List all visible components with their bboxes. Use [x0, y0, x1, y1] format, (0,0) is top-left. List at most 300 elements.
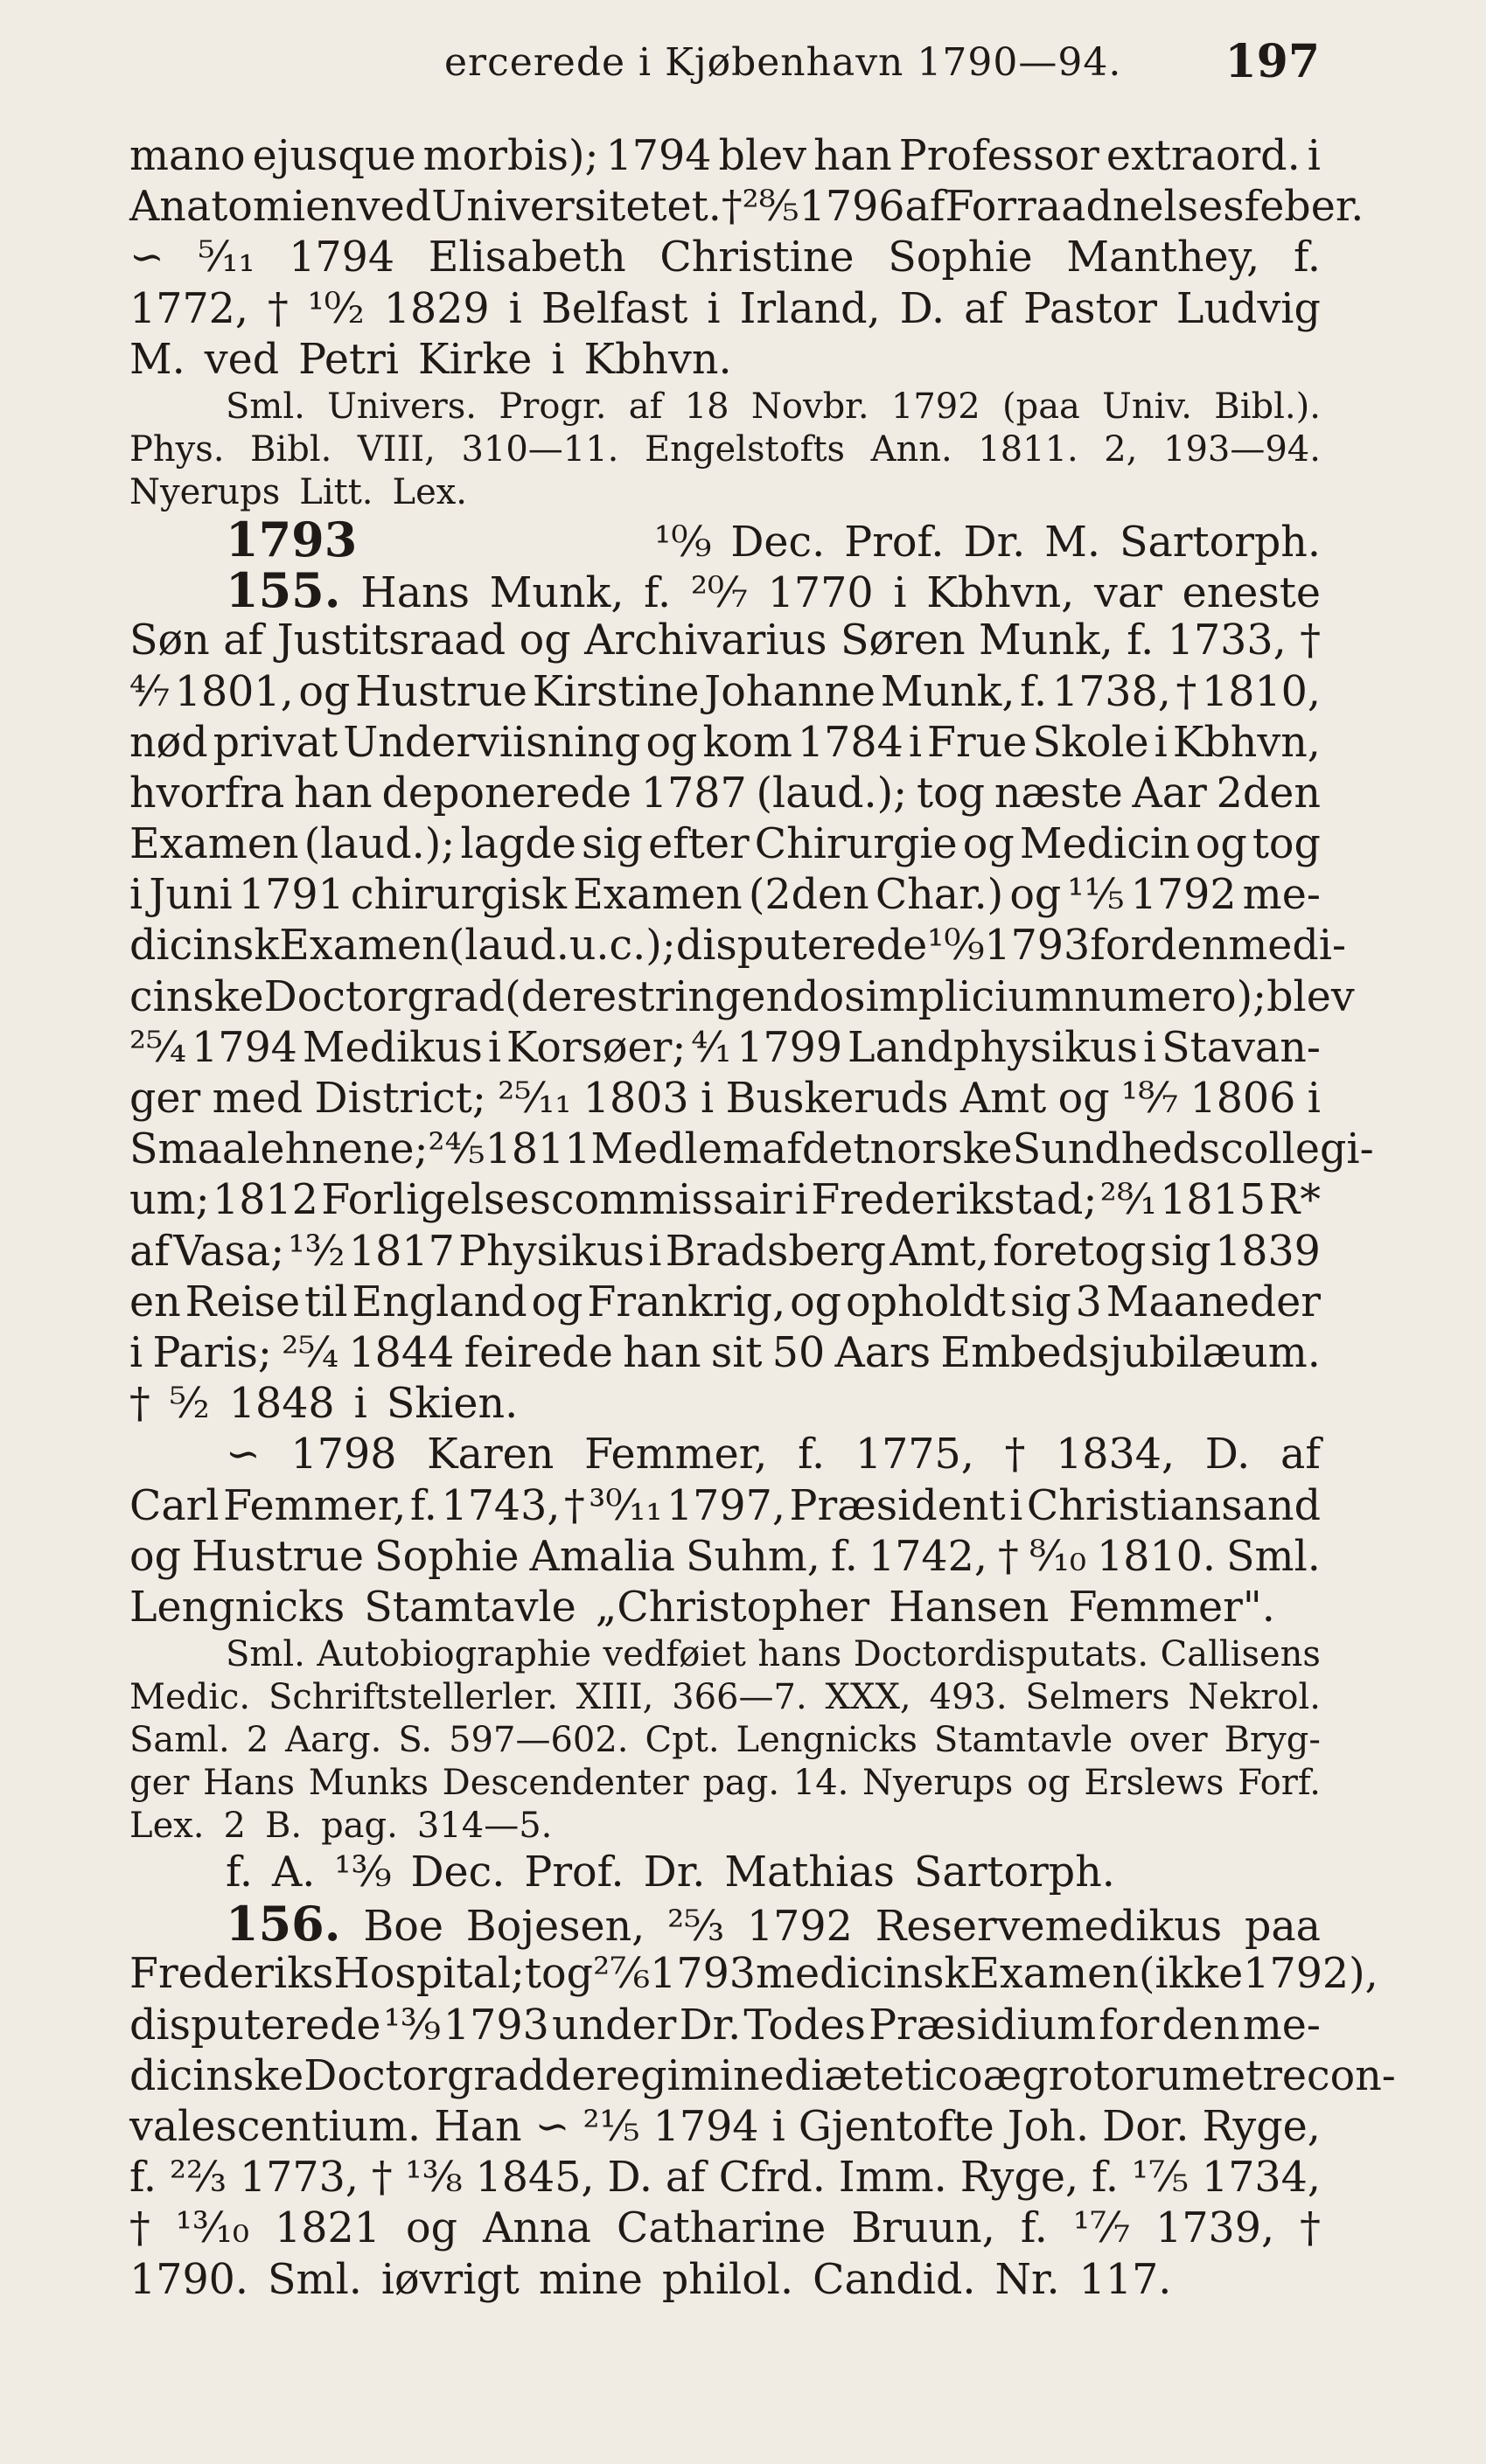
- word: Imm.: [838, 2154, 947, 2203]
- word: u.: [569, 922, 610, 971]
- word: Pastor: [1023, 284, 1157, 333]
- word: feirede: [464, 1328, 613, 1377]
- word: Schriftstellerler.: [268, 1677, 558, 1718]
- word: Femmer,: [223, 1481, 407, 1530]
- word: Saml.: [129, 1720, 230, 1761]
- word: ¹⁰⁄₂: [307, 284, 365, 333]
- word: Ann.: [870, 428, 952, 470]
- word: 2: [223, 1806, 246, 1847]
- word: 1812: [213, 1176, 318, 1225]
- word: ²⁵⁄₁₁: [498, 1075, 572, 1123]
- word: 1829: [383, 284, 490, 333]
- word: sig: [581, 820, 643, 869]
- word: Frederikstad;: [811, 1176, 1098, 1225]
- word: i: [701, 1075, 715, 1123]
- word: Præsident: [789, 1481, 1006, 1530]
- word: Justitsraad: [276, 616, 506, 665]
- word: Christine: [659, 233, 855, 282]
- word: sit: [710, 1328, 763, 1377]
- text-line: [129, 1719, 1321, 1762]
- text-line: [129, 562, 1321, 619]
- word: ¹³⁄₂: [288, 1227, 345, 1276]
- word: 1733,: [1167, 616, 1287, 665]
- word: Nyerups: [129, 471, 281, 512]
- word: †: [721, 183, 743, 232]
- word: i: [353, 1380, 367, 1429]
- word: Munk,: [979, 616, 1113, 665]
- word: ²⁵⁄₄: [282, 1328, 339, 1377]
- word: 2den: [1216, 769, 1321, 818]
- word: ²⁸⁄₅: [742, 183, 799, 232]
- word: Smaalehnene;: [129, 1125, 429, 1174]
- word: Reservemedikus: [875, 1903, 1223, 1952]
- word: Joh.: [1007, 2103, 1090, 2151]
- word: c.);: [609, 922, 676, 971]
- word: Stamtavle: [364, 1583, 576, 1632]
- word: S.: [398, 1720, 433, 1761]
- word: restringendo: [572, 972, 845, 1021]
- word: 1793: [650, 1950, 757, 1999]
- word: Embedsjubilæum.: [940, 1328, 1321, 1377]
- word: Femmer".: [1068, 1583, 1275, 1632]
- word: Sml.: [226, 386, 305, 427]
- word: Bradsberg: [665, 1227, 887, 1276]
- word: efter: [648, 820, 750, 869]
- word: hans: [757, 1634, 842, 1675]
- word: i: [1143, 1023, 1157, 1072]
- word: Doctorgrad: [263, 972, 506, 1021]
- word: B.: [264, 1806, 303, 1847]
- word: ²⁵⁄₄: [129, 1023, 187, 1072]
- word: valescentium.: [129, 2103, 422, 2151]
- word: 1775,: [855, 1430, 974, 1479]
- word: et: [1221, 2051, 1263, 2100]
- text-line: [129, 1481, 1321, 1532]
- word: ¹¹⁄₅: [1067, 871, 1125, 920]
- word: han: [294, 769, 373, 818]
- word: (laud.);: [756, 769, 908, 818]
- word: ved: [356, 183, 432, 232]
- word: Archivarius: [584, 616, 827, 665]
- text-line: [129, 182, 1364, 233]
- word: Forf.: [1238, 1763, 1321, 1804]
- text-line: [129, 1949, 1378, 2000]
- word: Dec.: [410, 1848, 506, 1897]
- text-line: [129, 1074, 1321, 1124]
- word: 50: [771, 1328, 826, 1377]
- text-line: [129, 1175, 1321, 1226]
- word: ²⁰⁄₇: [690, 569, 748, 618]
- word: ²⁸⁄₁: [1099, 1176, 1157, 1225]
- word: 310—11.: [461, 428, 619, 470]
- word: Dr.: [679, 2001, 742, 2050]
- word: i: [1154, 718, 1168, 767]
- word: 1791: [238, 871, 345, 920]
- word: Chirurgie: [754, 820, 958, 869]
- word: Petri: [298, 335, 400, 384]
- word: †: [998, 1532, 1019, 1581]
- word: ¹³⁄₁₀: [175, 2204, 249, 2253]
- text-line: [129, 972, 1355, 1023]
- word: (de: [505, 972, 573, 1021]
- word: og: [790, 1277, 842, 1326]
- word: me-: [1242, 871, 1321, 920]
- text-line: [129, 718, 1321, 769]
- word: 1794: [289, 233, 395, 282]
- word: Carl: [129, 1481, 220, 1530]
- word: 1839: [1215, 1227, 1321, 1276]
- entry-year: 1793: [226, 511, 358, 567]
- word: Gjentofte: [798, 2103, 994, 2151]
- text-line: [129, 2102, 1321, 2153]
- word: ⁴⁄₁: [691, 1023, 732, 1072]
- word: pag.: [321, 1806, 398, 1847]
- word: Selmers: [1025, 1677, 1170, 1718]
- word: 1772,: [129, 284, 248, 333]
- word: Hansen: [889, 1583, 1050, 1632]
- word: Nyerups: [862, 1763, 1014, 1804]
- text-line: [129, 428, 1321, 471]
- word: um;: [129, 1176, 210, 1225]
- word: Forraadnelsesfeber.: [945, 183, 1364, 232]
- text-line: [129, 1805, 1321, 1848]
- word: f.: [226, 1848, 253, 1897]
- text-line: [129, 2255, 1321, 2306]
- word: Korsøer;: [506, 1023, 687, 1072]
- word: D.: [607, 2154, 652, 2203]
- word: Descendenter: [442, 1763, 689, 1804]
- word: 1794: [192, 1023, 297, 1072]
- text-line: [129, 616, 1321, 666]
- word: R*: [1268, 1176, 1321, 1225]
- word: Anna: [483, 2204, 591, 2253]
- word: ⁵⁄₂: [169, 1380, 210, 1429]
- word: 1815: [1160, 1176, 1266, 1225]
- word: Munk,: [489, 569, 624, 618]
- word: f.: [644, 569, 672, 618]
- word: dicinsk: [129, 922, 280, 971]
- word: i: [487, 1023, 502, 1072]
- word: Elisabeth: [428, 233, 626, 282]
- word: morbis);: [422, 132, 599, 180]
- text-line: [129, 1896, 1321, 1952]
- word: ⁵⁄₁₁: [198, 233, 255, 282]
- word: Anatomien: [129, 183, 357, 232]
- word: f.: [1127, 616, 1155, 665]
- word: Phys.: [129, 428, 225, 470]
- word: ger: [129, 1763, 190, 1804]
- word: i: [794, 1176, 808, 1225]
- word: ger: [129, 1075, 201, 1123]
- word: Stamtavle: [933, 1720, 1113, 1761]
- word: Manthey,: [1066, 233, 1260, 282]
- word: (paa: [1001, 386, 1080, 427]
- word: mine: [538, 2255, 643, 2304]
- word: (ikke: [1138, 1950, 1244, 1999]
- word: ¹³⁄₈: [405, 2154, 463, 2203]
- word: Forligelsescommissair: [321, 1176, 792, 1225]
- word: Bojesen,: [465, 1903, 645, 1952]
- word: 1794: [652, 2103, 759, 2151]
- word: Lex.: [392, 471, 468, 512]
- continuation-paragraph: [129, 131, 1364, 386]
- word: Irland,: [739, 284, 881, 333]
- word: sig: [1149, 1227, 1211, 1276]
- entry-1793-text: [654, 518, 1321, 568]
- word: Frankrig,: [587, 1277, 786, 1326]
- word: 1790.: [129, 2255, 248, 2304]
- word: Præsidium: [869, 2001, 1097, 2050]
- word: †: [1300, 616, 1321, 665]
- entry-number: 155.: [226, 562, 341, 619]
- entry-number: 156.: [226, 1896, 341, 1952]
- word: diætetico: [784, 2051, 983, 2100]
- word: Callisens: [1160, 1634, 1321, 1675]
- word: XXX,: [825, 1677, 911, 1718]
- word: Munks: [308, 1763, 429, 1804]
- word: Univers.: [327, 386, 478, 427]
- word: Aars: [834, 1328, 931, 1377]
- word: ægrotorum: [982, 2051, 1221, 2100]
- word: (2den: [748, 871, 869, 920]
- word: Sml.: [267, 2255, 362, 2304]
- word: under: [551, 2001, 677, 2050]
- word: Novbr.: [750, 386, 869, 427]
- word: Frederiks: [129, 1950, 334, 1999]
- text-line: [129, 1633, 1321, 1676]
- word: †: [1300, 2204, 1321, 2253]
- word: vedføiet: [603, 1634, 746, 1675]
- word: Char.): [875, 871, 1004, 920]
- entry-fa-text: [226, 1848, 1115, 1898]
- word: det: [801, 1125, 870, 1174]
- text-line: [129, 1583, 1321, 1633]
- word: Juni: [149, 871, 233, 920]
- word: 1742,: [868, 1532, 987, 1581]
- word: 1792: [890, 386, 980, 427]
- word: i: [908, 718, 923, 767]
- word: 1845,: [475, 2154, 595, 2203]
- word: for: [1090, 922, 1151, 971]
- word: Dr.: [963, 518, 1026, 567]
- entry-fa-heading: [129, 1848, 1321, 1898]
- word: over: [1129, 1720, 1208, 1761]
- word: deponerede: [381, 769, 632, 818]
- word: iøvrigt: [380, 2255, 520, 2304]
- word: foretog: [993, 1227, 1147, 1276]
- word: Hans: [203, 1763, 296, 1804]
- word: og: [531, 1277, 583, 1326]
- word: 1743,: [441, 1481, 561, 1530]
- word: ²¹⁄₅: [583, 2103, 640, 2151]
- word: i: [129, 871, 143, 920]
- word: privat: [213, 718, 338, 767]
- word: af: [904, 183, 945, 232]
- word: hvorfra: [129, 769, 285, 818]
- word: den: [1150, 922, 1229, 971]
- word: (laud.);: [303, 820, 456, 869]
- word: af: [964, 284, 1005, 333]
- word: og: [405, 2204, 457, 2253]
- word: Kbhvn,: [1172, 718, 1321, 767]
- text-line: [129, 471, 1321, 514]
- word: 1811: [485, 1125, 591, 1174]
- word: A.: [272, 1848, 316, 1897]
- word: Bibl.: [250, 428, 332, 470]
- running-head: ercerede i Kjøbenhavn 1790—94.: [444, 40, 1122, 85]
- word: 193—94.: [1163, 428, 1321, 470]
- word: Søren: [841, 616, 966, 665]
- word: Sophie: [888, 233, 1033, 282]
- word: regimine: [596, 2051, 785, 2100]
- word: Bryg-: [1224, 1720, 1321, 1761]
- text-line: [129, 1676, 1321, 1719]
- word: Erslews: [1084, 1763, 1224, 1804]
- word: ¹⁸⁄₇: [1121, 1075, 1179, 1123]
- word: for: [1099, 2001, 1160, 2050]
- word: chirurgisk: [350, 871, 568, 920]
- word: Skien.: [386, 1380, 519, 1429]
- text-line: [129, 1379, 1321, 1430]
- word: 1792),: [1243, 1950, 1378, 1999]
- word: recon-: [1262, 2051, 1396, 2100]
- text-line: [129, 2001, 1321, 2051]
- word: Christiansand: [1026, 1481, 1321, 1530]
- word: Bibl.).: [1214, 386, 1321, 427]
- word: ¹³⁄₉: [383, 2001, 441, 2050]
- word: af: [628, 386, 663, 427]
- word: blev: [718, 132, 807, 180]
- word: f.: [129, 2154, 157, 2203]
- word: i: [129, 1328, 143, 1377]
- word: 1848: [228, 1380, 335, 1429]
- word: †: [129, 2204, 150, 2253]
- word: 1803: [583, 1075, 689, 1123]
- word: Skole: [1032, 718, 1149, 767]
- word: numero);: [1073, 972, 1267, 1021]
- word: Examen: [969, 1950, 1139, 1999]
- word: af: [223, 616, 264, 665]
- word: Sartorph.: [1119, 518, 1321, 567]
- word: Nekrol.: [1188, 1677, 1321, 1718]
- word: 2,: [1104, 428, 1138, 470]
- word: ¹⁷⁄₅: [1131, 2154, 1189, 2203]
- word: i: [1009, 1481, 1023, 1530]
- page-number: 197: [1224, 35, 1320, 88]
- word: Catharine: [616, 2204, 827, 2253]
- word: †: [267, 284, 289, 333]
- word: opholdt: [845, 1277, 1006, 1326]
- text-line: [129, 769, 1321, 819]
- word: me-: [1242, 2001, 1321, 2050]
- text-line: [129, 1762, 1321, 1805]
- word: han: [813, 132, 892, 180]
- word: Todes: [743, 2001, 866, 2050]
- text-line: [129, 1023, 1321, 1074]
- word: Karen: [427, 1430, 555, 1479]
- word: 1792: [1130, 871, 1237, 920]
- word: Paris;: [152, 1328, 272, 1377]
- word: ¹⁰⁄₉: [927, 922, 985, 971]
- word: XIII,: [576, 1677, 654, 1718]
- page-body: [129, 131, 1396, 2306]
- word: 18: [684, 386, 729, 427]
- word: Hustrue: [355, 667, 528, 716]
- word: Aarg.: [285, 1720, 382, 1761]
- word: 1810.: [1096, 1532, 1216, 1581]
- word: den: [1162, 2001, 1240, 2050]
- word: næste: [994, 769, 1123, 818]
- word: ejusque: [252, 132, 416, 180]
- word: Han: [434, 2103, 522, 2151]
- word: Stavan-: [1162, 1023, 1321, 1072]
- word: Vasa;: [173, 1227, 285, 1276]
- word: 1810,: [1201, 667, 1321, 716]
- word: Nr.: [994, 2255, 1060, 2304]
- word: og: [519, 616, 571, 665]
- text-line: [129, 1328, 1321, 1379]
- word: Doctorgrad: [303, 2051, 545, 2100]
- word: og: [962, 820, 1015, 869]
- text-line: [129, 870, 1321, 921]
- word: disputerede: [129, 2001, 381, 2050]
- word: Dr.: [643, 1848, 706, 1897]
- word: Søn: [129, 616, 210, 665]
- word: Ryge,: [959, 2154, 1079, 2203]
- word: tog: [916, 769, 986, 818]
- word: Cfrd.: [718, 2154, 826, 2203]
- text-line: [129, 1430, 1321, 1480]
- word: 1794: [605, 132, 712, 180]
- word: Bruun,: [851, 2204, 995, 2253]
- word: Kirstine: [532, 667, 700, 716]
- word: †: [129, 1380, 150, 1429]
- word: i: [707, 284, 721, 333]
- word: 2: [246, 1720, 269, 1761]
- word: 1739,: [1155, 2204, 1275, 2253]
- text-line: [129, 386, 1321, 428]
- word: Johanne: [704, 667, 876, 716]
- word: D.: [899, 284, 945, 333]
- word: Aar: [1132, 769, 1207, 818]
- word: til: [304, 1277, 348, 1326]
- text-line: [129, 233, 1321, 283]
- word: †: [1176, 667, 1197, 716]
- word: 1787: [640, 769, 747, 818]
- word: Lex.: [129, 1806, 205, 1847]
- word: i: [648, 1227, 662, 1276]
- word: Amt,: [890, 1227, 989, 1276]
- word: 366—7.: [672, 1677, 807, 1718]
- word: 1773,: [239, 2154, 359, 2203]
- word: M.: [129, 335, 185, 384]
- word: Amt: [959, 1075, 1047, 1123]
- word: England: [352, 1277, 527, 1326]
- word: 1784: [797, 718, 903, 767]
- word: f.: [830, 1532, 858, 1581]
- word: Prof.: [844, 518, 945, 567]
- word: 117.: [1078, 2255, 1172, 2304]
- word: 1796: [799, 183, 905, 232]
- word: Hustrue: [192, 1532, 364, 1581]
- word: dicinske: [129, 2051, 304, 2100]
- word: 1811.: [978, 428, 1078, 470]
- word: tog: [1252, 820, 1321, 869]
- word: Munk,: [880, 667, 1015, 716]
- word: f.: [409, 1481, 437, 1530]
- text-line: [129, 2153, 1321, 2203]
- word: Kirke: [418, 335, 533, 384]
